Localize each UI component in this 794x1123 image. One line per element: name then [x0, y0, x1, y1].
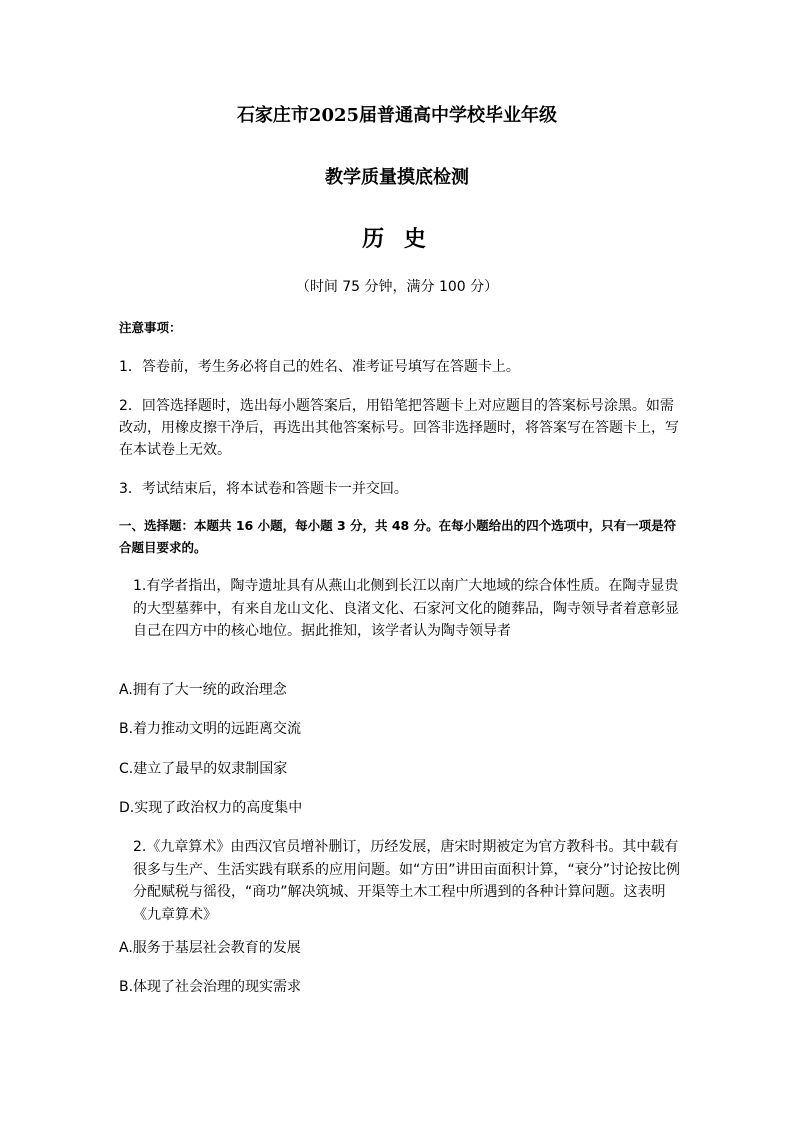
exam-title-line1: 石家庄市2025届普通高中学校毕业年级 [236, 105, 558, 126]
notice-item-1: 1．答卷前，考生务必将自己的姓名、准考证号填写在答题卡上。 [119, 359, 520, 375]
question-1-option-a: A.拥有了大一统的政治理念 [119, 682, 287, 698]
exam-title-line2: 教学质量摸底检测 [325, 167, 469, 188]
section-heading: 一、选择题：本题共 16 小题，每小题 3 分，共 48 分。在每小题给出的四个选项中，只有一项是符合题目要求的。 [119, 518, 677, 555]
question-1-stem: 1.有学者指出，陶寺遗址具有从燕山北侧到长江以南广大地域的综合体性质。在陶寺显贵的大型墓葬中，有来自龙山文化、良渚文化、石家河文化的随葬品，陶寺领导者着意彰显自己在四方中的核心地位。据此推知，该学者认为陶寺领导者 [133, 578, 679, 639]
question-1-option-d: D.实现了政治权力的高度集中 [119, 800, 303, 816]
notice-heading: 注意事项： [119, 320, 182, 335]
question-2-option-b: B.体现了社会治理的现实需求 [119, 979, 302, 995]
question-1-option-c: C.建立了最早的奴隶制国家 [119, 761, 288, 777]
subject-title: 历 史 [362, 226, 432, 252]
question-2-option-a: A.服务于基层社会教育的发展 [119, 940, 301, 956]
time-info: （时间 75 分钟，满分 100 分） [295, 279, 499, 295]
notice-item-3: 3．考试结束后，将本试卷和答题卡一并交回。 [119, 481, 408, 497]
question-1-option-b: B.着力推动文明的远距离交流 [119, 721, 302, 737]
question-2-stem: 2.《九章算术》由西汉官员增补删订，历经发展，唐宋时期被定为官方教科书。其中载有很多与生产、生活实践有联系的应用问题。如“方田”讲田亩面积计算，“衰分”讨论按比例分配赋税与徭役，“商功”解决筑城、开渠等土木工程中所遇到的各种计算问题。这表明《九章算术》 [133, 839, 681, 923]
notice-item-2: 2．回答选择题时，选出每小题答案后，用铅笔把答题卡上对应题目的答案标号涂黑。如需改动，用橡皮擦干净后，再选出其他答案标号。回答非选择题时，将答案写在答题卡上，写在本试卷上无效。 [119, 398, 679, 458]
